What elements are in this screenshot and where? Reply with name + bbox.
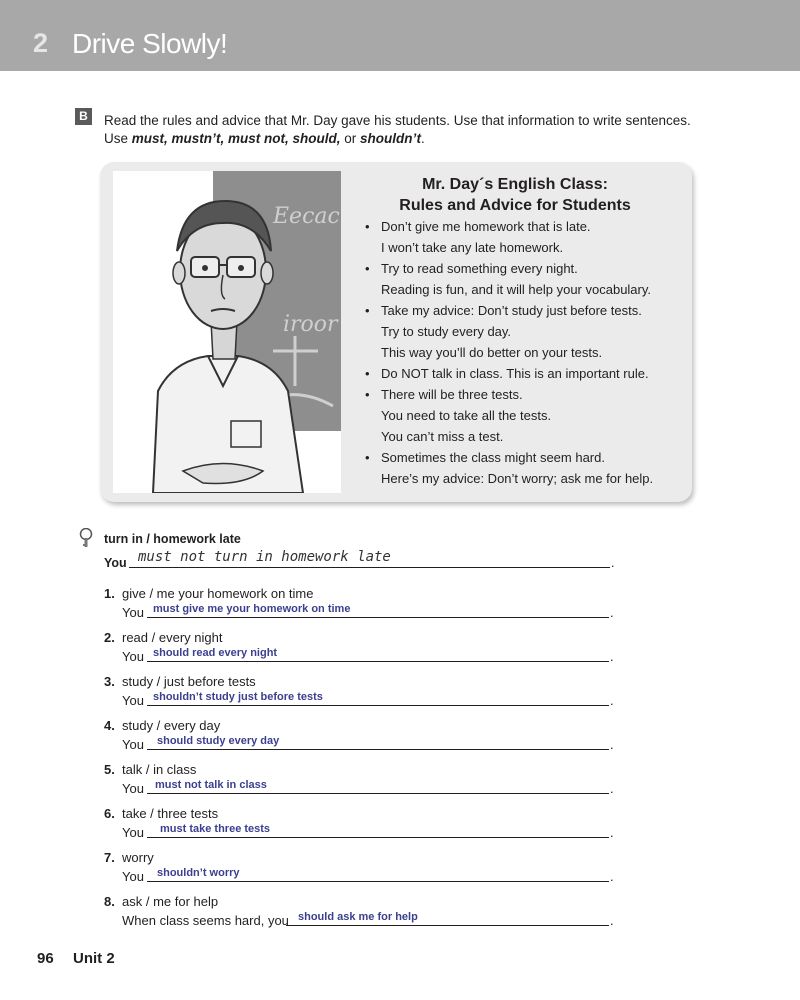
rule-item: [365, 216, 685, 258]
rule-line: Here’s my advice: Don’t worry; ask me for help.: [381, 471, 654, 486]
item-answer: must give me your homework on time: [153, 603, 351, 615]
board-scribble-2: iroor: [283, 312, 338, 337]
item-prompt: study / just before tests: [122, 674, 256, 689]
rules-title: [356, 174, 674, 216]
rule-line: Try to study every day.: [381, 324, 512, 339]
rule-line: • Try to read something every night.: [381, 261, 578, 276]
footer-unit-label: Unit 2: [73, 950, 115, 967]
rule-item: [365, 300, 685, 363]
rule-line: I won’t take any late homework.: [381, 240, 564, 255]
item-number: 5.: [104, 762, 115, 777]
item-you-label: When class seems hard, you: [122, 913, 289, 928]
item-you-label: You: [122, 693, 144, 708]
instruction-modals: must, mustn’t, must not, should,: [131, 131, 341, 146]
item-you-label: You: [122, 605, 144, 620]
item-period: .: [610, 869, 614, 884]
rule-item: [365, 447, 685, 489]
item-answer: must take three tests: [160, 823, 271, 835]
section-badge: B: [75, 108, 92, 125]
item-you-label: You: [122, 737, 144, 752]
item-period: .: [610, 825, 614, 840]
item-number: 3.: [104, 674, 115, 689]
rule-item: [365, 363, 685, 384]
unit-number: 2: [33, 28, 49, 58]
answer-line[interactable]: [147, 749, 609, 750]
item-number: 7.: [104, 850, 115, 865]
rule-line: • Don’t give me homework that is late.: [381, 219, 591, 234]
item-answer: should study every day: [157, 735, 280, 747]
answer-line[interactable]: [147, 837, 609, 838]
rule-line: • Take my advice: Don’t study just before tests.: [381, 303, 642, 318]
rule-line: • Do NOT talk in class. This is an important rule.: [381, 366, 649, 381]
item-prompt: talk / in class: [122, 762, 197, 777]
exercise-item: [104, 850, 624, 890]
item-period: .: [610, 913, 614, 928]
exercise-item: [104, 762, 624, 802]
section-instructions: [104, 112, 704, 148]
item-period: .: [610, 737, 614, 752]
item-number: 8.: [104, 894, 115, 909]
exercise-item: [104, 630, 624, 670]
exercise-item: [104, 586, 624, 626]
board-scribble-1: Eecac: [273, 204, 340, 229]
item-prompt: study / every day: [122, 718, 221, 733]
item-answer: shouldn’t study just before tests: [153, 691, 323, 703]
answer-line[interactable]: [286, 925, 609, 926]
item-prompt: give / me your homework on time: [122, 586, 314, 601]
item-answer: shouldn’t worry: [157, 867, 240, 879]
item-prompt: read / every night: [122, 630, 223, 645]
example-key-icon: [79, 528, 93, 548]
page-number: 96: [37, 950, 54, 967]
instruction-end: .: [421, 131, 425, 146]
answer-line[interactable]: [147, 705, 609, 706]
item-you-label: You: [122, 649, 144, 664]
example-answer-line: [129, 567, 610, 568]
item-period: .: [610, 649, 614, 664]
item-number: 2.: [104, 630, 115, 645]
exercise-item: [104, 718, 624, 758]
exercise-item: [104, 894, 624, 934]
rule-line: This way you’ll do better on your tests.: [381, 345, 603, 360]
rules-title-line1: Mr. Day´s English Class:: [422, 176, 608, 193]
rule-line: You need to take all the tests.: [381, 408, 552, 423]
item-number: 6.: [104, 806, 115, 821]
rule-line: Reading is fun, and it will help your vocabulary.: [381, 282, 652, 297]
answer-line[interactable]: [147, 881, 609, 882]
item-number: 4.: [104, 718, 115, 733]
teacher-drawing: [113, 171, 341, 493]
answer-line[interactable]: [147, 661, 609, 662]
rules-title-line2: Rules and Advice for Students: [399, 197, 631, 214]
exercise-item: [104, 806, 624, 846]
rules-panel: [100, 162, 692, 502]
item-you-label: You: [122, 781, 144, 796]
rule-line: • There will be three tests.: [381, 387, 523, 402]
item-prompt: worry: [122, 850, 154, 865]
item-answer: must not talk in class: [155, 779, 267, 791]
example-answer: must not turn in homework late: [138, 549, 391, 565]
item-period: .: [610, 693, 614, 708]
rules-list: [365, 216, 685, 489]
item-answer: should ask me for help: [298, 911, 418, 923]
rule-item: [365, 258, 685, 300]
item-answer: should read every night: [153, 647, 278, 659]
answer-line[interactable]: [147, 617, 609, 618]
item-you-label: You: [122, 869, 144, 884]
item-prompt: ask / me for help: [122, 894, 219, 909]
example-prompt: turn in / homework late: [104, 532, 241, 546]
teacher-illustration: [113, 171, 341, 493]
instruction-or: or: [340, 131, 361, 146]
item-prompt: take / three tests: [122, 806, 219, 821]
example-period: .: [611, 556, 615, 570]
rule-line: • Sometimes the class might seem hard.: [381, 450, 605, 465]
chapter-header: [0, 0, 800, 71]
example-you-label: You: [104, 556, 127, 570]
item-period: .: [610, 605, 614, 620]
exercise-item: [104, 674, 624, 714]
rule-item: [365, 384, 685, 447]
answer-line[interactable]: [147, 793, 609, 794]
item-you-label: You: [122, 825, 144, 840]
item-period: .: [610, 781, 614, 796]
item-number: 1.: [104, 586, 115, 601]
instruction-text: Read the rules and advice that Mr. Day gave his students. Use that information to write sentences.: [104, 113, 691, 128]
rule-line: You can’t miss a test.: [381, 429, 504, 444]
instruction-modal-last: shouldn’t: [360, 131, 422, 146]
page-title: Drive Slowly!: [72, 28, 228, 59]
instruction-use: Use: [104, 131, 132, 146]
